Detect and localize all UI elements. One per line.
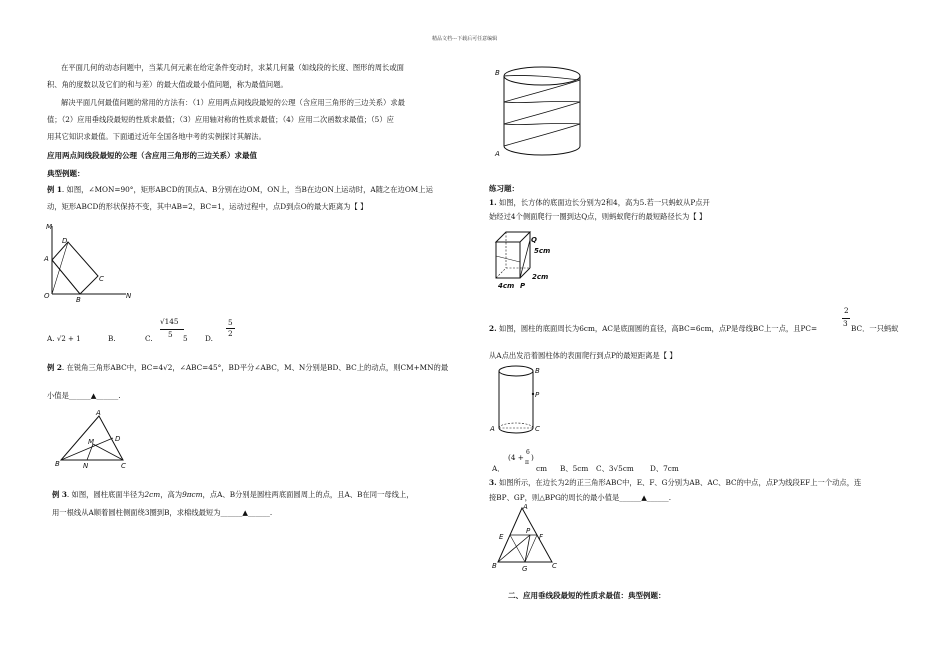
fig2-label-D: D [115, 435, 121, 443]
q1-label-Q: Q [531, 236, 537, 244]
example3-answer-blank: ______▲______. [220, 508, 273, 517]
q2-label-A: A [490, 425, 495, 433]
q3-label-E: E [499, 533, 504, 541]
example1-option-a: A. √2 + 1 [47, 334, 81, 343]
q3-line-2: 接BP、GP，则△BPG的周长的最小值是______▲______. [489, 493, 672, 502]
page-header: 精品文档---下载后可任意编辑 [432, 36, 498, 42]
fig1-label-B: B [76, 296, 81, 304]
example2-line-1: 例 2. 在锐角三角形ABC中，BC=4√2，∠ABC=45°，BD平分∠ABC，M、N分别是BD、BC上的动点，则CM+MN的最 [47, 363, 449, 372]
q2-fraction-den: 3 [843, 319, 848, 328]
q2-fraction-num: 2 [844, 306, 849, 315]
q2-option-b: B、5cm [560, 464, 589, 473]
example2-figure [55, 408, 135, 470]
q3-label-C: C [552, 562, 557, 570]
intro-line-5: 用其它知识求最值。下面通过近年全国各地中考的实例探讨其解法。 [47, 132, 266, 141]
q2-label-P: P [535, 391, 540, 399]
fig1-label-A: A [44, 255, 49, 263]
q1-line-2: 始经过4个侧面爬行一圈到达Q点，则蚂蚁爬行的最短路径长为【 】 [489, 212, 707, 221]
example1-option-c-num: √145 [160, 317, 179, 326]
q3-label-F: F [539, 533, 544, 541]
fig1-label-N: N [126, 292, 132, 300]
q1-label-height: 5cm [534, 247, 551, 255]
example2-label: 例 2 [47, 363, 62, 372]
q1-line-1: 1. 如图，长方体的底面边长分别为2和4，高为5.若一只蚂蚁从P点开 [489, 198, 710, 207]
fig1-label-D: D [62, 237, 68, 245]
spiral-label-B: B [495, 69, 500, 77]
q1-label-length: 4cm [498, 282, 515, 290]
typical-examples-title: 典型例题： [47, 169, 85, 178]
example3-line-1: 例 3. 如图，圆柱底面半径为2cm，高为9πcm，点A、B分别是圆柱两底面圆周上的点，且A、B在同一母线上， [52, 490, 414, 499]
q3-line-1: 3. 如图所示，在边长为2的正三角形ABC中，E、F、G分别为AB、AC、BC的中点，点P为线段EF上一个动点，连 [489, 478, 862, 487]
q3-triangle-figure [492, 504, 567, 572]
example1-option-c-den: 5 [168, 330, 173, 339]
example3-line-2: 用一根线从A顺着圆柱侧面绕3圈到B，求棉线最短为______▲______. [52, 508, 273, 517]
example1-line-2: 动，矩形ABCD的形状保持不变，其中AB=2，BC=1，运动过程中，点D到点O的最大距离为【 】 [47, 202, 368, 211]
q2-option-d: D、7cm [650, 464, 679, 473]
q3-label-G: G [522, 565, 528, 573]
example1-line-1: 例 1. 如图，∠MON=90°，矩形ABCD的顶点A、B分别在边OM，ON上，当B在边ON上运动时，A随之在边OM上运 [47, 185, 433, 194]
q2-cylinder-figure [488, 364, 548, 436]
fig2-label-A: A [96, 409, 101, 417]
q3-label-B: B [492, 562, 497, 570]
q2-option-a-close: ) [531, 453, 534, 462]
q1-cuboid-figure [490, 226, 570, 291]
example2-answer-blank: ______▲______. [68, 391, 121, 400]
q2-option-a-letter: A． [492, 464, 505, 473]
intro-line-2: 积、角的度数以及它们的和与差）的最大值或最小值问题，称为最值问题。 [47, 80, 288, 89]
fig1-label-O: O [44, 292, 50, 300]
fig2-label-B: B [55, 460, 60, 468]
q2-option-a-frac-num: 6 [526, 449, 530, 456]
example1-option-c-letter: C. [145, 334, 153, 343]
intro-line-3: 解决平面几何最值问题的常用的方法有：（1）应用两点间线段最短的公理（含应用三角形的三边关系）求最 [61, 98, 405, 107]
q3-label-P: P [526, 527, 531, 535]
q2-label-B: B [535, 367, 540, 375]
q2-line-1-tail: BC．一只蚂蚁 [851, 324, 899, 333]
intro-line-4: 值；（2）应用垂线段最短的性质求最值；（3）应用轴对称的性质求最值；（4）应用二次函数求最值；（5）应 [47, 115, 394, 124]
q2-option-c: C、3√5cm [596, 464, 634, 473]
q2-option-a-open: (4 + [508, 453, 524, 462]
example2-line-2: 小值是______▲______. [47, 391, 121, 400]
q2-option-a-frac-den: π [525, 459, 529, 466]
intro-line-1: 在平面几何的动态问题中，当某几何元素在给定条件变动时，求某几何量（如线段的长度、图形的周长或面 [61, 63, 404, 72]
example1-figure [40, 218, 150, 303]
spiral-label-A: A [495, 150, 500, 158]
q2-option-a-unit: cm [536, 464, 548, 473]
example1-option-d-den: 2 [228, 329, 233, 338]
example3-label: 例 3 [52, 490, 67, 499]
q1-label-width: 2cm [532, 273, 549, 281]
example1-option-d-num: 5 [228, 318, 233, 327]
practice-title: 练习题： [489, 184, 519, 193]
spiral-cylinder-figure [492, 62, 592, 160]
q2-label-C: C [535, 425, 540, 433]
q2-line-2: 从A点出发沿着圆柱体的表面爬行到点P的最短距离是【 】 [489, 351, 677, 360]
fig2-label-M: M [88, 438, 95, 446]
fig1-label-M: M [46, 223, 53, 231]
section2-title: 二、应用垂线段最短的性质求最值：典型例题： [508, 591, 666, 600]
example1-option-c-tail: 5 [183, 334, 188, 343]
fig2-label-N: N [83, 462, 89, 470]
q1-label-P: P [520, 282, 526, 290]
q2-line-1: 2. 如图，圆柱的底面周长为6cm，AC是底面圆的直径，高BC=6cm，点P是母线BC上一点，且PC= [489, 324, 818, 333]
q3-label-A: A [523, 503, 528, 511]
example1-option-b: B. [108, 334, 116, 343]
fig1-label-C: C [99, 275, 104, 283]
example1-option-d-letter: D. [205, 334, 213, 343]
example1-label: 例 1 [47, 185, 62, 194]
section1-title: 应用两点间线段最短的公理（含应用三角形的三边关系）求最值 [47, 151, 257, 160]
fig2-label-C: C [121, 462, 126, 470]
q3-answer-blank: ______▲______. [619, 493, 672, 502]
